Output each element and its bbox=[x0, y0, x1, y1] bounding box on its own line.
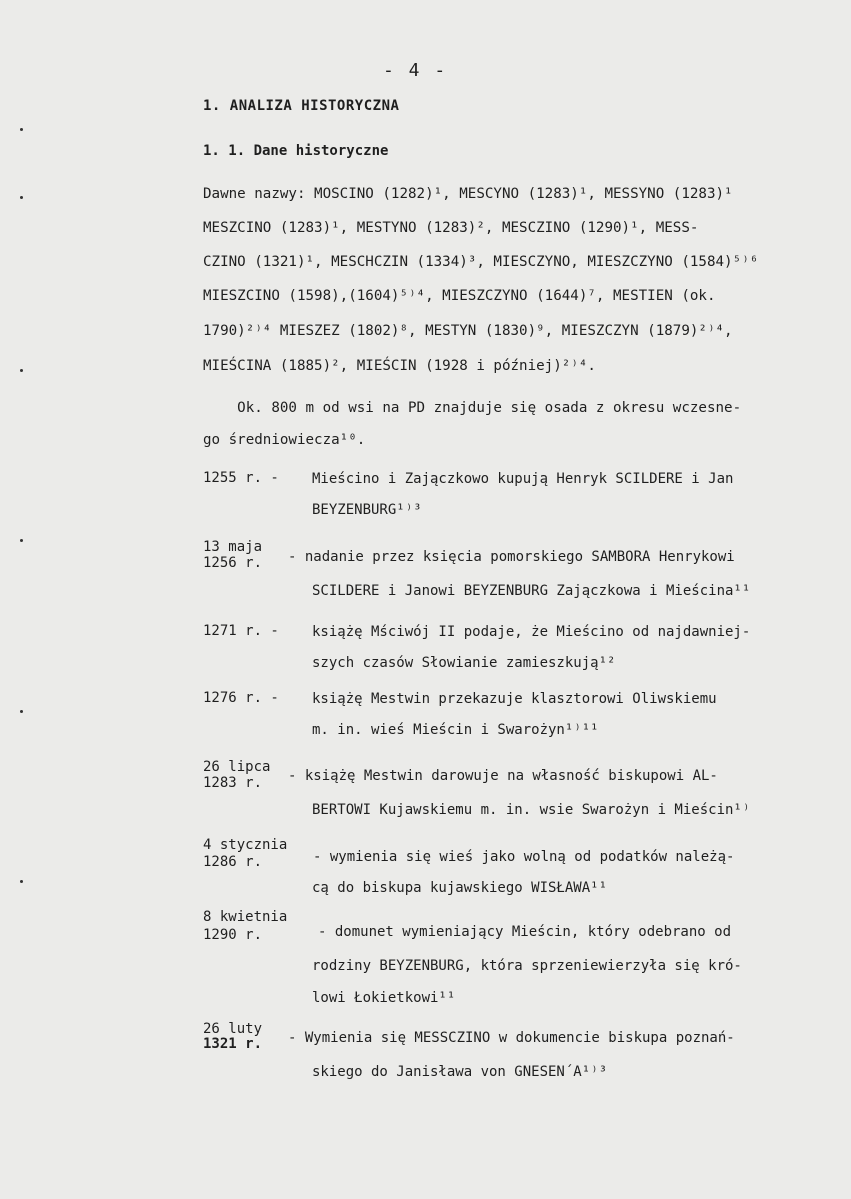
entry-text: BERTOWI Kujawskiemu m. in. wsie Swarożyn i Mieścin¹⁾ bbox=[312, 802, 751, 818]
entry-text: - książę Mestwin darowuje na własność biskupowi AL- bbox=[288, 768, 718, 784]
names-line: MESZCINO (1283)¹, MESTYNO (1283)², MESCZINO (1290)¹, MESS- bbox=[203, 220, 699, 236]
names-line: MIEŚCINA (1885)², MIEŚCIN (1928 i później)²⁾⁴. bbox=[203, 358, 596, 374]
margin-dot bbox=[20, 539, 23, 542]
names-line: CZINO (1321)¹, MESCHCZIN (1334)³, MIESCZYNO, MIESZCZYNO (1584)⁵⁾⁶ bbox=[203, 254, 759, 270]
margin-dot bbox=[20, 128, 23, 131]
entry-text: - wymienia się wieś jako wolną od podatków należą- bbox=[313, 849, 735, 865]
entry-date: 13 maja bbox=[203, 539, 263, 555]
entry-text: lowi Łokietkowi¹¹ bbox=[312, 990, 456, 1006]
section-heading: 1. ANALIZA HISTORYCZNA bbox=[203, 98, 400, 114]
names-line: Dawne nazwy: MOSCINO (1282)¹, MESCYNO (1283)¹, MESSYNO (1283)¹ bbox=[203, 186, 733, 202]
entry-text: rodziny BEYZENBURG, która sprzeniewierzyła się kró- bbox=[312, 958, 742, 974]
names-line: MIESZCINO (1598),(1604)⁵⁾⁴, MIESZCZYNO (1644)⁷, MESTIEN (ok. bbox=[203, 288, 716, 304]
margin-dot bbox=[20, 710, 23, 713]
page-number: - 4 - bbox=[383, 60, 448, 81]
names-line: 1790)²⁾⁴ MIESZEZ (1802)⁸, MESTYN (1830)⁹, MIESZCZYN (1879)²⁾⁴, bbox=[203, 323, 733, 339]
entry-date: 1283 r. bbox=[203, 775, 263, 791]
entry-text: m. in. wieś Mieścin i Swarożyn¹⁾¹¹ bbox=[312, 722, 599, 738]
entry-text: książę Mestwin przekazuje klasztorowi Oliwskiemu bbox=[312, 691, 717, 707]
margin-dot bbox=[20, 369, 23, 372]
settlement-line: Ok. 800 m od wsi na PD znajduje się osada z okresu wczesne- bbox=[203, 400, 742, 416]
entry-text: szych czasów Słowianie zamieszkują¹² bbox=[312, 655, 616, 671]
entry-text: Mieścino i Zajączkowo kupują Henryk SCILDERE i Jan bbox=[312, 471, 734, 487]
entry-text: - Wymienia się MESSCZINO w dokumencie biskupa poznań- bbox=[288, 1030, 735, 1046]
entry-date: 1256 r. bbox=[203, 555, 263, 571]
entry-text: cą do biskupa kujawskiego WISŁAWA¹¹ bbox=[312, 880, 608, 896]
entry-date: 1276 r. - bbox=[203, 690, 279, 706]
margin-dot bbox=[20, 196, 23, 199]
settlement-line: go średniowiecza¹⁰. bbox=[203, 432, 366, 448]
entry-date: 1255 r. - bbox=[203, 470, 279, 486]
entry-date: 4 stycznia bbox=[203, 837, 288, 853]
subsection-heading: 1. 1. Dane historyczne bbox=[203, 143, 389, 159]
entry-date: 26 luty bbox=[203, 1021, 263, 1037]
entry-date: 26 lipca bbox=[203, 759, 271, 775]
entry-text: skiego do Janisława von GNESEN´A¹⁾³ bbox=[312, 1064, 608, 1080]
entry-text: - nadanie przez księcia pomorskiego SAMBORA Henrykowi bbox=[288, 549, 735, 565]
entry-text: BEYZENBURG¹⁾³ bbox=[312, 502, 422, 518]
entry-date: 1290 r. bbox=[203, 927, 263, 943]
entry-date: 1271 r. - bbox=[203, 623, 279, 639]
entry-text: książę Mściwój II podaje, że Mieścino od najdawniej- bbox=[312, 624, 751, 640]
margin-dot bbox=[20, 880, 23, 883]
entry-text: SCILDERE i Janowi BEYZENBURG Zajączkowa i Mieścina¹¹ bbox=[312, 583, 751, 599]
entry-text: - domunet wymieniający Mieścin, który odebrano od bbox=[318, 924, 732, 940]
entry-date: 1286 r. bbox=[203, 854, 263, 870]
entry-date: 1321 r. bbox=[203, 1036, 263, 1052]
entry-date: 8 kwietnia bbox=[203, 909, 288, 925]
